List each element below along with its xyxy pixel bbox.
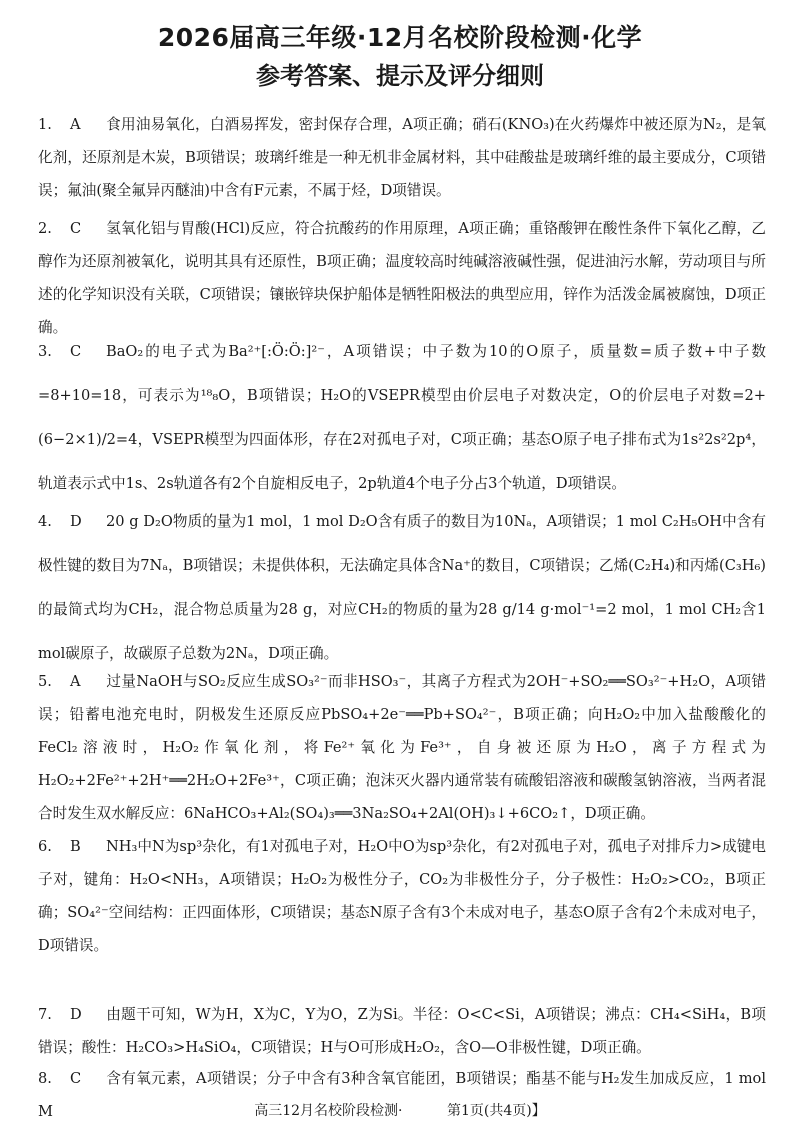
question-answer: D: [70, 513, 82, 530]
question-explanation: BaO₂的电子式为Ba²⁺[:Ö:Ö:]²⁻，A项错误；中子数为10的O原子，质量数=质子数+中子数=8+10=18，可表示为¹⁸₈O，B项错误；H₂O的VSEPR模型由价层电子对数决定，O的价层电子对数=2+(6−2×1)/2=4，VSEPR模型为四面体形，存在2对孤电子对，C项正确；基态O原子电子排布式为1s²2s²2p⁴，轨道表示式中1s、2s轨道各有2个自旋相反电子，2p轨道4个电子分占3个轨道，D项错误。: [38, 343, 766, 492]
question-explanation: 食用油易氧化，白酒易挥发，密封保存合理，A项正确；硝石(KNO₃)在火药爆炸中被还原为N₂，是氧化剂，还原剂是木炭，B项错误；玻璃纤维是一种无机非金属材料，其中硅酸盐是玻璃纤维的最主要成分，C项错误；氟油(聚全氟异丙醚油)中含有F元素，不属于烃，D项错误。: [38, 116, 766, 199]
question-explanation: NH₃中N为sp³杂化，有1对孤电子对，H₂O中O为sp³杂化，有2对孤电子对，孤电子对排斥力>成键电子对，键角：H₂O<NH₃，A项错误；H₂O₂为极性分子，CO₂为非极性分子，分子极性：H₂O₂>CO₂，B项正确；SO₄²⁻空间结构：正四面体形，C项错误；基态N原子含有3个未成对电子，基态O原子含有2个未成对电子，D项错误。: [38, 838, 766, 954]
question-3: [38, 330, 766, 506]
question-6: [38, 830, 766, 962]
footer-text: 高三12月名校阶段检测·: [254, 1103, 403, 1119]
question-5: [38, 665, 766, 830]
question-explanation: 20 g D₂O物质的量为1 mol，1 mol D₂O含有质子的数目为10Nₐ，A项错误；1 mol C₂H₅OH中含有极性键的数目为7Nₐ，B项错误；未提供体积，无法确定具体含Na⁺的数目，C项错误；乙烯(C₂H₄)和丙烯(C₃H₆)的最简式均为CH₂，混合物总质量为28 g，对应CH₂的物质的量为28 g/14 g·mol⁻¹=2 mol，1 mol CH₂含1 mol碳原子，故碳原子总数为2Nₐ，D项正确。: [38, 513, 766, 662]
page-footer: [0, 1100, 800, 1120]
question-answer: B: [70, 838, 81, 855]
question-number: 5.: [38, 673, 52, 690]
page-subtitle: 参考答案、提示及评分细则: [256, 62, 544, 90]
page-title: 2026届高三年级·12月名校阶段检测·化学: [157, 23, 643, 52]
question-answer: D: [70, 1006, 82, 1023]
page-number: 第1页(共4页)】: [447, 1103, 546, 1119]
question-explanation: 含有氧元素，A项错误；分子中含有3种含氧官能团，B项错误；酯基不能与H₂发生加成反应，1 mol M: [38, 1070, 766, 1120]
question-2: [38, 212, 766, 344]
question-1: [38, 108, 766, 207]
question-explanation: 过量NaOH与SO₂反应生成SO₃²⁻而非HSO₃⁻，其离子方程式为2OH⁻+SO₂══SO₃²⁻+H₂O，A项错误；铅蓄电池充电时，阴极发生还原反应PbSO₄+2e⁻══Pb+SO₄²⁻，B项正确；向H₂O₂中加入盐酸酸化的FeCl₂溶液时，H₂O₂作氧化剂，将Fe²⁺氧化为Fe³⁺，自身被还原为H₂O，离子方程式为H₂O₂+2Fe²⁺+2H⁺══2H₂O+2Fe³⁺，C项正确；泡沫灭火器内通常装有硫酸铝溶液和碳酸氢钠溶液，当两者混合时发生双水解反应：6NaHCO₃+Al₂(SO₄)₃══3Na₂SO₄+2Al(OH)₃↓+6CO₂↑，D项正确。: [38, 673, 766, 822]
question-explanation: 由题干可知，W为H，X为C，Y为O，Z为Si。半径：O<C<Si，A项错误；沸点：CH₄<SiH₄，B项错误；酸性：H₂CO₃>H₄SiO₄，C项错误；H与O可形成H₂O₂，含O—O非极性键，D项正确。: [38, 1006, 766, 1056]
question-answer: C: [70, 220, 82, 237]
question-number: 1.: [38, 116, 52, 133]
question-number: 4.: [38, 513, 52, 530]
question-4: [38, 500, 766, 676]
question-answer: A: [70, 673, 81, 690]
question-number: 3.: [38, 343, 52, 360]
question-number: 2.: [38, 220, 52, 237]
question-number: 6.: [38, 838, 52, 855]
question-answer: A: [70, 116, 81, 133]
question-answer: C: [70, 1070, 82, 1087]
question-number: 7.: [38, 1006, 52, 1023]
question-7: [38, 998, 766, 1064]
question-answer: C: [70, 343, 82, 360]
question-explanation: 氢氧化铝与胃酸(HCl)反应，符合抗酸药的作用原理，A项正确；重铬酸钾在酸性条件下氧化乙醇，乙醇作为还原剂被氧化，说明其具有还原性，B项正确；温度较高时纯碱溶液碱性强，促进油污水解，劳动项目与所述的化学知识没有关联，C项错误；镶嵌锌块保护船体是牺牲阳极法的典型应用，锌作为活泼金属被腐蚀，D项正确。: [38, 220, 766, 336]
question-number: 8.: [38, 1070, 52, 1087]
